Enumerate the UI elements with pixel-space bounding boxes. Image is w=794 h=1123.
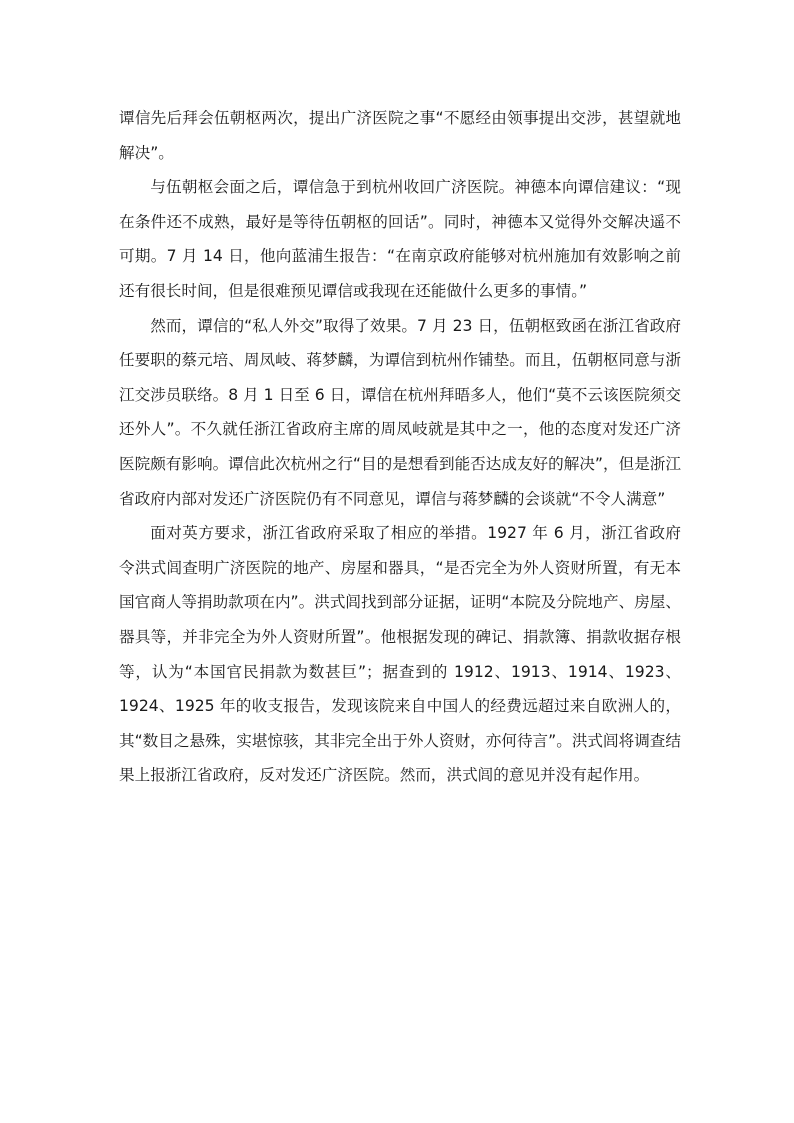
paragraph-4: 面对英方要求，浙江省政府采取了相应的举措。1927 年 6 月，浙江省政府令洪式闾查明广济医院的地产、房屋和器具，“是否完全为外人资财所置，有无本国官商人等捐助款项在内”。洪式闾找到部分证据，证明“本院及分院地产、房屋、器具等，并非完全为外人资财所置”。他根据发现的碑记、捐款簿、捐款收据存根等，认为“本国官民捐款为数甚巨”；据查到的 1912、1913、1914、1923、1924、1925 年的收支报告，发现该院来自中国人的经费远超过来自欧洲人的，其“数目之悬殊，实堪惊骇，其非完全出于外人资财，亦何待言”。洪式闾将调查结果上报浙江省政府，反对发还广济医院。然而，洪式闾的意见并没有起作用。	[119, 524, 681, 785]
paragraph-2: 与伍朝枢会面之后，谭信急于到杭州收回广济医院。神德本向谭信建议：“现在条件还不成熟，最好是等待伍朝枢的回话”。同时，神德本又觉得外交解决遥不可期。7 月 14 日，他向蓝浦生报告：“在南京政府能够对杭州施加有效影响之前还有很长时间，但是很难预见谭信或我现在还能做什么更多的事情。”	[119, 178, 681, 300]
paragraph-3: 然而，谭信的“私人外交”取得了效果。7 月 23 日，伍朝枢致函在浙江省政府任要职的蔡元培、周凤岐、蒋梦麟，为谭信到杭州作铺垫。而且，伍朝枢同意与浙江交涉员联络。8 月 1 日至 6 日，谭信在杭州拜晤多人，他们“莫不云该医院须交还外人”。不久就任浙江省政府主席的周凤岐就是其中之一，他的态度对发还广济医院颇有影响。谭信此次杭州之行“目的是想看到能否达成友好的解决”，但是浙江省政府内部对发还广济医院仍有不同意见，谭信与蒋梦麟的会谈就“不令人满意”	[119, 316, 681, 508]
paragraph-1: 谭信先后拜会伍朝枢两次，提出广济医院之事“不愿经由领事提出交涉，甚望就地解决”。	[119, 109, 681, 162]
document-body	[119, 101, 681, 793]
